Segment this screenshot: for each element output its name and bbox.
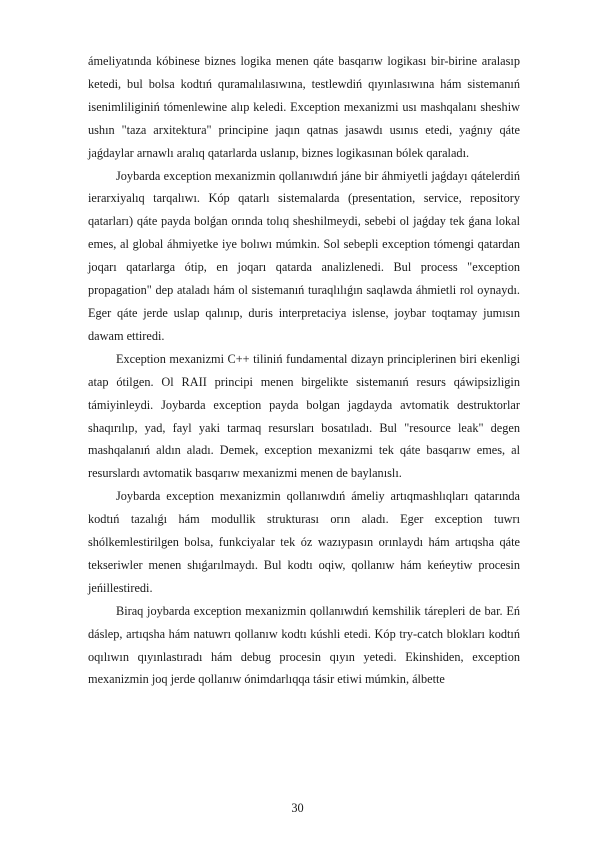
- paragraph-advantages: Joybarda exception mexanizmin qollanıwdıń ámeliy artıqmashlıqları qatarında kodtıń tazalıǵı hám modullik strukturası orın aladı. Eger exception tuwrı shólkemlestirilgen bolsa, funkciyalar tek óz wazıypasın orınlaydı hám artıqsha qáte tekseriwler menen shıǵarılmaydı. Bul kodtı oqiw, qollanıw hám keńeytiw procesin jeńillestiredi.: [88, 489, 520, 595]
- paragraph-disadvantages: Biraq joybarda exception mexanizmin qollanıwdıń kemshilik tárepleri de bar. Eń dáslep, artıqsha hám natuwrı qollanıw kodtı kúshli etedi. Kóp try-catch blokları kodtıń oqılıwın qıyınlastıradı hám debug procesin qıyın yetedi. Ekinshiden, exception mexanizmin joq jerde qollanıw ónimdarlıqqa tásir etiwi múmkin, álbette: [88, 603, 520, 687]
- paragraph-continuation: ámeliyatında kóbinese biznes logika menen qáte basqarıw logikası bir-birine aralasıp ketedi, bul bolsa kodtıń quramalılasıwına, testlewdiń qıyınlasıwına hám sistemanıń isenimliliginiń tómenlewine alıp keledi. Exception mexanizmi usı mashqalanı sheshiw ushın "taza arxitektura" principine jaqın qatnas jasawdı usınıs etedi, yaǵnıy qáte jaǵdaylar arnawlı aralıq qatarlarda uslanıp, biznes logikasınan bólek qaraladı.: [88, 54, 520, 160]
- page-number: 30: [291, 801, 304, 815]
- paragraph-raii: Exception mexanizmi C++ tiliniń fundamental dizayn principlerinen biri ekenligi atap ótilgen. Ol RAII principi menen birgelikte sistemanıń resurs qáwipsizligin támiyinleydi. Joybarda exception payda bolgan jagdayda avtomatik destruktorlar shaqırılıp, yad, fayl yaki tarmaq resursları bosatıladı. Bul "resource leak" degen mashqalanıń aldın aladı. Demek, exception mexanizmi tek qáte basqarıw emes, al resurslardı avtomatik basqarıw mexanizmi menen de baylanıslı.: [88, 351, 520, 481]
- paragraph-exception-propagation: Joybarda exception mexanizmin qollanıwdıń jáne bir áhmiyetli jaǵdayı qátelerdiń ierarxiyalıq tarqalıwı. Kóp qatarlı sistemalarda (presentation, service, repository qatarları) qáte payda bolǵan orında tolıq sheshilmeydi, sebebi ol jaǵday tek ǵana lokal emes, al global áhmiyetke iye bolıwı múmkin. Sol sebepli exception tómengi qatardan joqarı qatarlarga ótip, en joqarı qatarda analizlenedi. Bul process "exception propagation" dep ataladı hám ol sistemanıń turaqlılıǵın saqlawda áhmietli rol oynaydı. Eger qáte jerde uslap qalınıp, duris interpretaciya islense, joybar toqtamay jumısın dawam ettiredi.: [88, 168, 520, 343]
- document-body: [88, 50, 520, 691]
